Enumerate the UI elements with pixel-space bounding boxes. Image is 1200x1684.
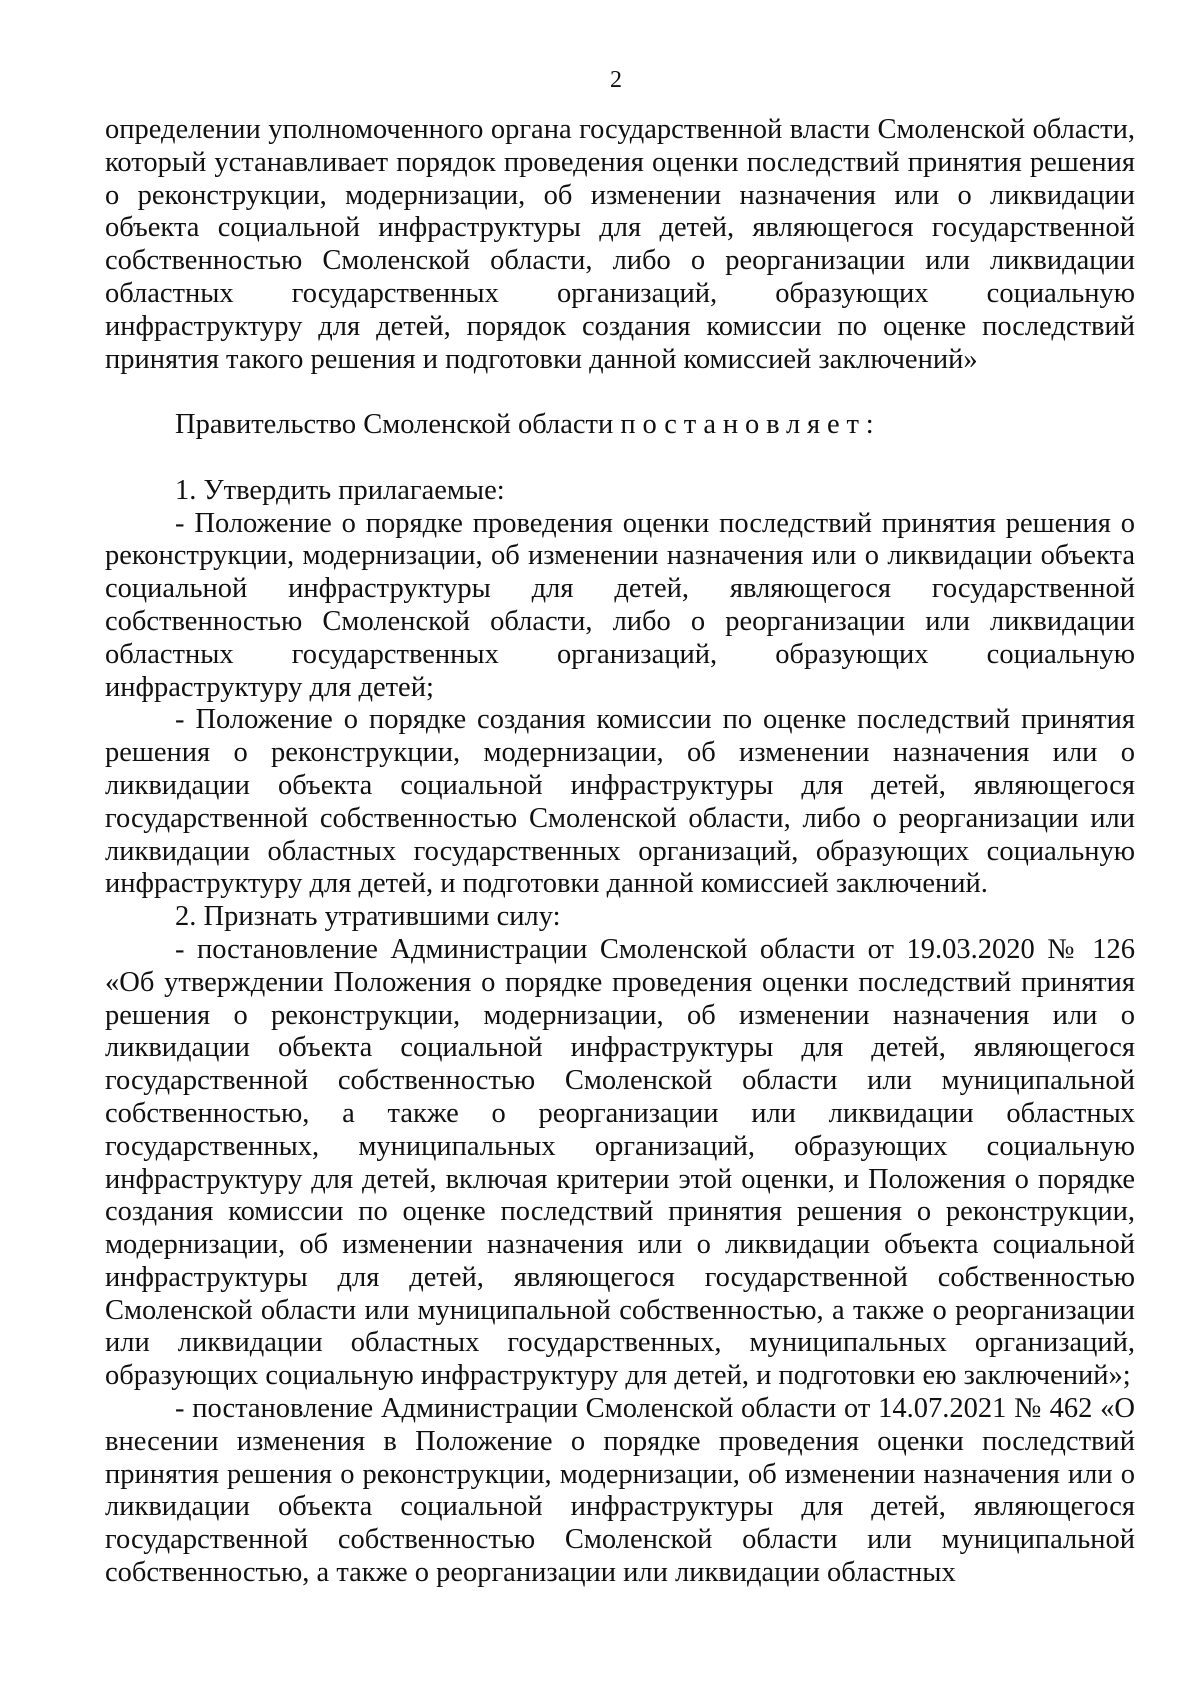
item1-dash2-paragraph: - Положение о порядке создания комиссии по оценке последствий принятия решения о реконструкции, модернизации, об изменении назначения или о ликвидации объекта социальной инфраструктуры для детей, являющегося государственной собственностью Смоленской области, либо о реорганизации или ликвидации областных государственных организаций, образующих социальную инфраструктуру для детей, и подготовки данной комиссией заключений. bbox=[105, 704, 1135, 900]
item1-heading: 1. Утвердить прилагаемые: bbox=[175, 474, 505, 506]
item2-dash1-paragraph: - постановление Администрации Смоленской области от 19.03.2020 № 126 «Об утверждении Положения о порядке проведения оценки последствий принятия решения о реконструкции, модернизации, об изменении назначения или о ликвидации объекта социальной инфраструктуры для детей, являющегося государственной собственностью Смоленской области или муниципальной собственностью, а также о реорганизации или ликвидации областных государственных, муниципальных организаций, образующих социальную инфраструктуру для детей, включая критерии этой оценки, и Положения о порядке создания комиссии по оценке последствий принятия решения о реконструкции, модернизации, об изменении назначения или о ликвидации объекта социальной инфраструктуры для детей, являющегося государственной собственностью Смоленской области или муниципальной собственностью, а также о реорганизации или ликвидации областных государственных, муниципальных организаций, образующих социальную инфраструктуру для детей, и подготовки ею заключений»; bbox=[105, 933, 1135, 1392]
title-continuation-paragraph: определении уполномоченного органа государственной власти Смоленской области, который устанавливает порядок проведения оценки последствий принятия решения о реконструкции, модернизации, об изменении назначения или о ликвидации объекта социальной инфраструктуры для детей, являющегося государственной собственностью Смоленской области, либо о реорганизации или ликвидации областных государственных организаций, образующих социальную инфраструктуру для детей, порядок создания комиссии по оценке последствий принятия такого решения и подготовки данной комиссией заключений» bbox=[105, 114, 1135, 375]
item2-heading: 2. Признать утратившими силу: bbox=[175, 901, 561, 933]
resolution-verb: постановляет: bbox=[620, 409, 881, 441]
item2-dash2-paragraph: - постановление Администрации Смоленской области от 14.07.2021 № 462 «О внесении изменения в Положение о порядке проведения оценки последствий принятия решения о реконструкции, модернизации, об изменении назначения или о ликвидации объекта социальной инфраструктуры для детей, являющегося государственной собственностью Смоленской области или муниципальной собственностью, а также о реорганизации или ликвидации областных bbox=[105, 1393, 1135, 1589]
page-number: 2 bbox=[610, 67, 622, 93]
paragraph-spacer bbox=[105, 376, 1135, 409]
resolution-intro-text: Правительство Смоленской области bbox=[175, 409, 614, 441]
paragraph-spacer bbox=[105, 442, 1135, 475]
resolution-intro-paragraph bbox=[105, 409, 1135, 442]
item1-dash1-paragraph: - Положение о порядке проведения оценки последствий принятия решения о реконструкции, модернизации, об изменении назначения или о ликвидации объекта социальной инфраструктуры для детей, являющегося государственной собственностью Смоленской области, либо о реорганизации или ликвидации областных государственных организаций, образующих социальную инфраструктуру для детей; bbox=[105, 507, 1135, 703]
document-body bbox=[105, 114, 1135, 1590]
